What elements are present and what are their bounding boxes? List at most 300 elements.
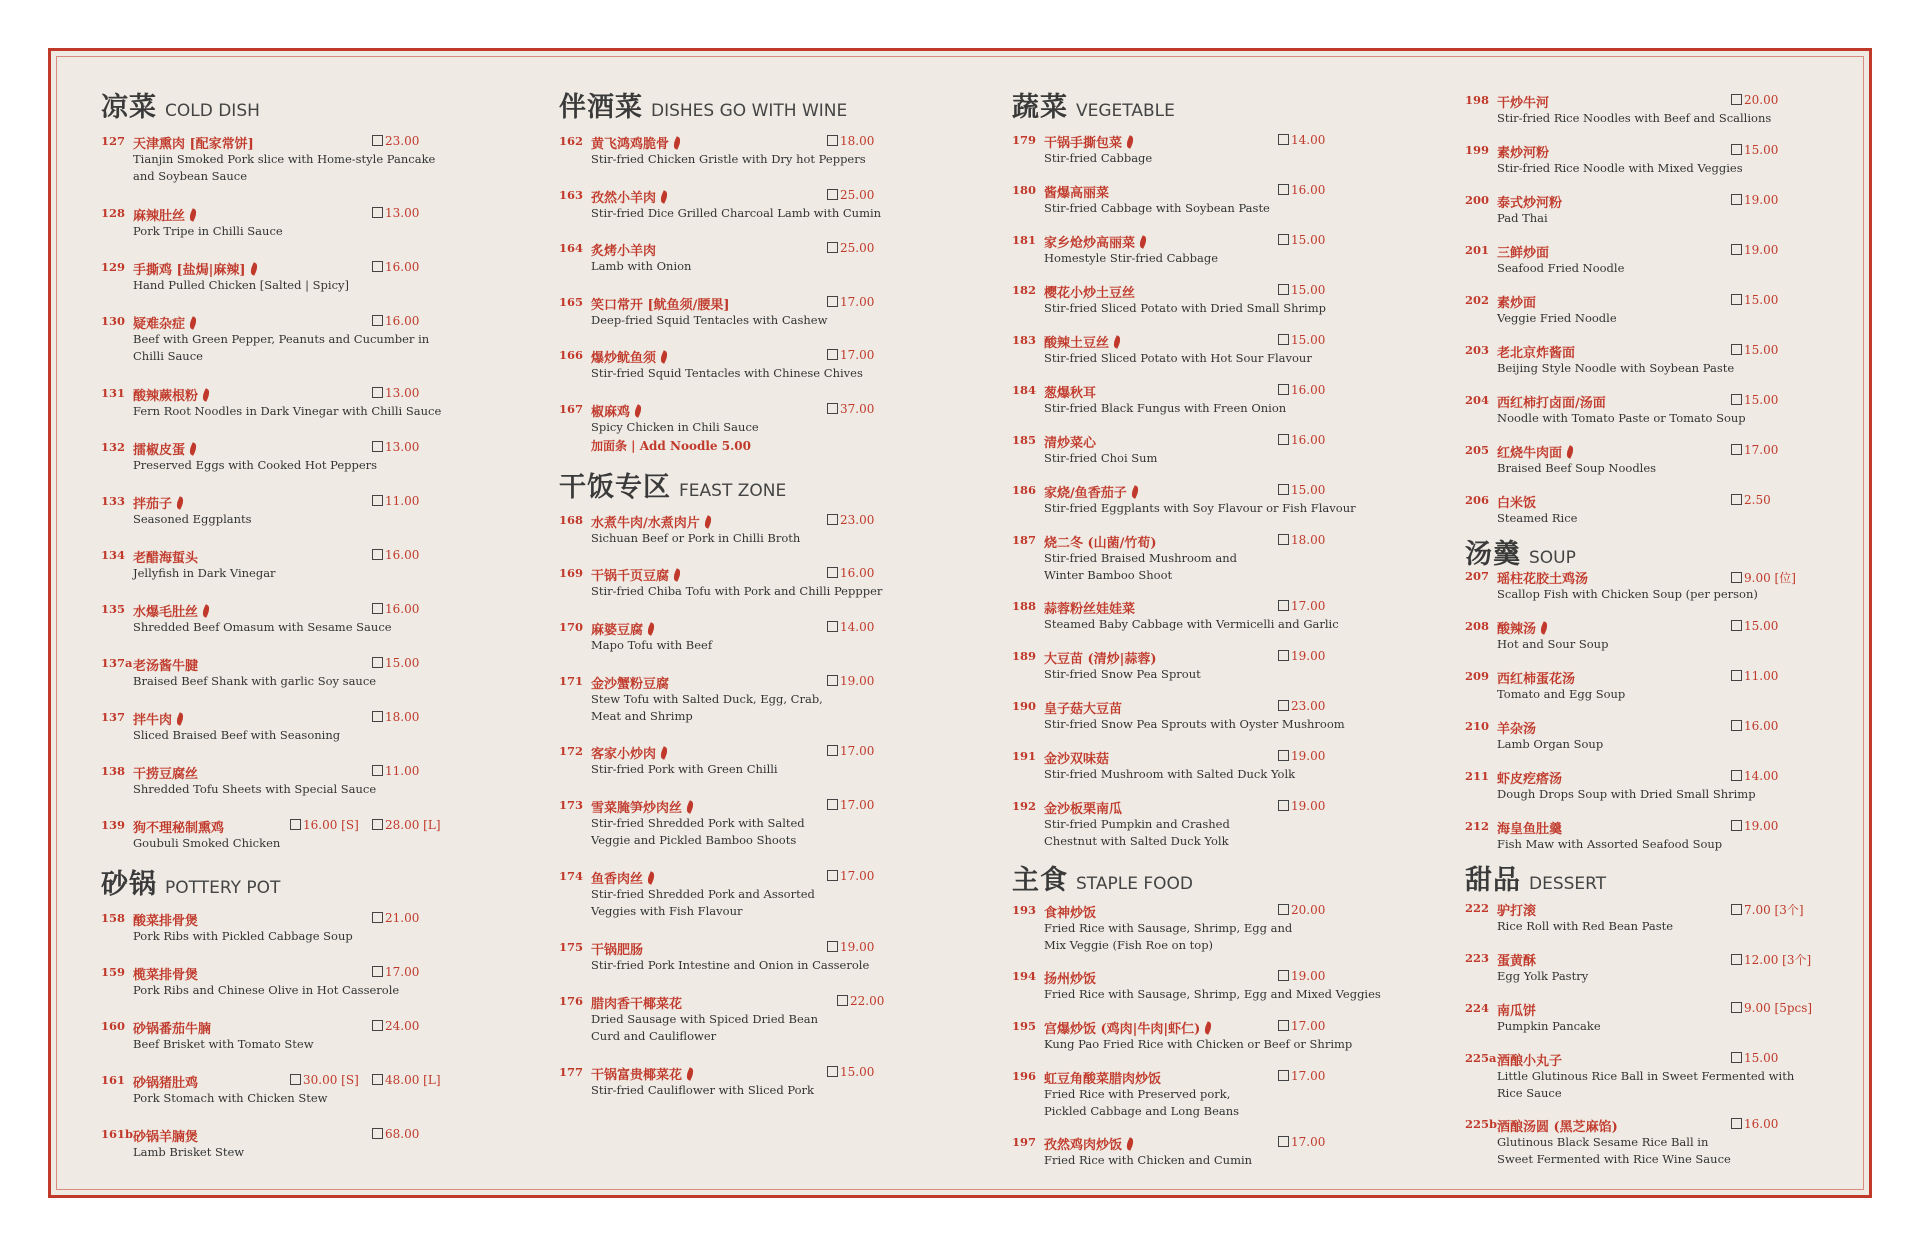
item-price[interactable]: 17.00	[372, 965, 419, 979]
item-price[interactable]: 16.00	[372, 548, 419, 562]
item-price[interactable]: 15.00	[372, 656, 419, 670]
item-chinese-name: 扬州炒饭	[1044, 972, 1097, 987]
item-price[interactable]: 68.00	[372, 1127, 419, 1141]
item-chinese-name: 金沙双味菇	[1044, 752, 1110, 767]
item-price[interactable]: 16.00	[372, 602, 419, 616]
item-english-name: Fried Rice with Sausage, Shrimp, Egg and Mix Veggie (Fish Roe on top)	[1044, 921, 1293, 952]
section-zh-title: 砂锅	[101, 869, 157, 900]
checkbox-icon[interactable]	[1731, 394, 1742, 405]
item-price[interactable]: 16.00	[1731, 1117, 1778, 1131]
item-price[interactable]: 19.00	[1278, 969, 1325, 983]
item-price[interactable]: 25.00	[827, 188, 874, 202]
item-number: 198	[1465, 93, 1490, 107]
item-english-name: Jellyfish in Dark Vinegar	[133, 566, 276, 580]
checkbox-icon[interactable]	[372, 1074, 383, 1085]
item-price[interactable]: 15.00	[827, 1065, 874, 1079]
item-english-name: Steamed Baby Cabbage with Vermicelli and Garlic	[1044, 617, 1339, 631]
item-english-name: Pad Thai	[1497, 211, 1548, 225]
item-chinese-name: 鱼香肉丝	[591, 868, 654, 887]
item-chinese-name: 孜然鸡肉炒饭	[1044, 1134, 1133, 1153]
item-number: 172	[559, 744, 584, 758]
checkbox-icon[interactable]	[827, 242, 838, 253]
item-price[interactable]: 17.00	[1278, 1019, 1325, 1033]
item-english-name: Lamb with Onion	[591, 259, 692, 273]
checkbox-icon[interactable]	[827, 189, 838, 200]
checkbox-icon[interactable]	[372, 966, 383, 977]
item-number: 135	[101, 602, 126, 616]
item-number: 163	[559, 188, 584, 202]
item-number: 200	[1465, 193, 1490, 207]
item-price[interactable]: 19.00	[827, 940, 874, 954]
checkbox-icon[interactable]	[1731, 1002, 1742, 1013]
item-english-name: Noodle with Tomato Paste or Tomato Soup	[1497, 411, 1746, 425]
item-price[interactable]: 2.50	[1731, 493, 1771, 507]
checkbox-icon[interactable]	[372, 495, 383, 506]
item-english-name: Stir-fried Sliced Potato with Dried Small Shrimp	[1044, 301, 1326, 315]
checkbox-icon[interactable]	[1278, 1070, 1289, 1081]
checkbox-icon[interactable]	[827, 745, 838, 756]
item-number: 128	[101, 206, 126, 220]
item-number: 130	[101, 314, 126, 328]
item-english-name: Stir-fried Snow Pea Sprouts with Oyster Mushroom	[1044, 717, 1345, 731]
checkbox-icon[interactable]	[1278, 134, 1289, 145]
item-english-name: Stir-fried Snow Pea Sprout	[1044, 667, 1201, 681]
item-chinese-name: 三鲜炒面	[1497, 246, 1550, 261]
item-price[interactable]: 11.00	[1731, 669, 1778, 683]
item-chinese-name: 皇子菇大豆苗	[1044, 702, 1123, 717]
item-price[interactable]: 16.00	[372, 314, 419, 328]
item-chinese-name: 水煮牛肉/水煮肉片	[591, 512, 711, 531]
item-price[interactable]: 15.00	[1731, 393, 1778, 407]
item-chinese-name: 椒麻鸡	[591, 401, 641, 420]
item-english-name: Stir-fried Chiba Tofu with Pork and Chilli Peppper	[591, 584, 883, 598]
item-chinese-name: 酒酿小丸子	[1497, 1054, 1563, 1069]
item-price[interactable]: 17.00	[827, 348, 874, 362]
section-soup	[1465, 532, 1576, 571]
item-price[interactable]: 18.00	[827, 134, 874, 148]
item-english-name: Tomato and Egg Soup	[1497, 687, 1626, 701]
section-zh-title: 凉菜	[101, 92, 157, 123]
item-price[interactable]: 20.00	[1731, 93, 1778, 107]
checkbox-icon[interactable]	[827, 296, 838, 307]
chili-icon	[1125, 135, 1136, 148]
item-number: 204	[1465, 393, 1490, 407]
chili-icon	[1112, 335, 1123, 348]
item-chinese-name: 腊肉香干椰菜花	[591, 997, 683, 1012]
checkbox-icon[interactable]	[1278, 334, 1289, 345]
chili-icon	[685, 1067, 696, 1080]
item-chinese-name: 酸菜排骨煲	[133, 914, 199, 929]
item-price[interactable]: 19.00	[1278, 649, 1325, 663]
checkbox-icon[interactable]	[1278, 904, 1289, 915]
item-number: 183	[1012, 333, 1037, 347]
checkbox-icon[interactable]	[1278, 384, 1289, 395]
section-dishes-go-with-wine	[559, 85, 847, 124]
checkbox-icon[interactable]	[1731, 244, 1742, 255]
item-price[interactable]: 15.00	[1278, 233, 1325, 247]
checkbox-icon[interactable]	[827, 621, 838, 632]
checkbox-icon[interactable]	[1731, 1052, 1742, 1063]
checkbox-icon[interactable]	[1731, 194, 1742, 205]
item-english-name: Rice Roll with Red Bean Paste	[1497, 919, 1674, 933]
checkbox-icon[interactable]	[1278, 1020, 1289, 1031]
item-price[interactable]: 14.00	[1278, 133, 1325, 147]
checkbox-icon[interactable]	[1278, 600, 1289, 611]
item-number: 193	[1012, 903, 1037, 917]
item-price[interactable]: 15.00	[1278, 283, 1325, 297]
checkbox-icon[interactable]	[827, 403, 838, 414]
checkbox-icon[interactable]	[372, 603, 383, 614]
chili-icon	[659, 746, 670, 759]
item-number: 195	[1012, 1019, 1037, 1033]
item-price[interactable]: 13.00	[372, 386, 419, 400]
checkbox-icon[interactable]	[1731, 444, 1742, 455]
menu-frame	[48, 48, 1872, 1198]
checkbox-icon[interactable]	[827, 567, 838, 578]
item-price[interactable]: 13.00	[372, 440, 419, 454]
checkbox-icon[interactable]	[1731, 1118, 1742, 1129]
item-price[interactable]: 17.00	[1278, 1135, 1325, 1149]
item-price[interactable]: 22.00	[837, 994, 884, 1008]
item-price[interactable]: 15.00	[1731, 143, 1778, 157]
checkbox-icon[interactable]	[827, 514, 838, 525]
section-en-title: DISHES GO WITH WINE	[651, 101, 848, 121]
item-price[interactable]: 18.00	[1278, 533, 1325, 547]
item-english-name: Little Glutinous Rice Ball in Sweet Fermented with Rice Sauce	[1497, 1069, 1795, 1100]
item-number: 161	[101, 1073, 126, 1087]
item-english-name: Stir-fried Pork Intestine and Onion in Casserole	[591, 958, 870, 972]
checkbox-icon[interactable]	[372, 819, 383, 830]
checkbox-icon[interactable]	[1731, 572, 1742, 583]
chili-icon	[659, 190, 670, 203]
item-english-name: Goubuli Smoked Chicken	[133, 836, 281, 850]
item-english-name: Veggie Fried Noodle	[1497, 311, 1617, 325]
item-english-name: Sliced Braised Beef with Seasoning	[133, 728, 341, 742]
item-chinese-name: 天津熏肉 [配家常饼]	[133, 137, 254, 152]
item-chinese-name: 干锅手撕包菜	[1044, 132, 1133, 151]
item-chinese-name: 水爆毛肚丝	[133, 601, 209, 620]
item-price[interactable]: 7.00 [3个]	[1731, 901, 1804, 918]
checkbox-icon[interactable]	[372, 1128, 383, 1139]
item-price[interactable]: 15.00	[1731, 1051, 1778, 1065]
checkbox-icon[interactable]	[1731, 720, 1742, 731]
checkbox-icon[interactable]	[372, 657, 383, 668]
checkbox-icon[interactable]	[827, 870, 838, 881]
item-number: 162	[559, 134, 584, 148]
item-number: 182	[1012, 283, 1037, 297]
chili-icon	[659, 350, 670, 363]
item-chinese-name: 手撕鸡 [盐焗|麻辣]	[133, 259, 257, 278]
chili-icon	[175, 712, 186, 725]
item-price[interactable]: 16.00	[1278, 383, 1325, 397]
item-english-name: Braised Beef Soup Noodles	[1497, 461, 1657, 475]
item-chinese-name: 樱花小炒土豆丝	[1044, 286, 1136, 301]
checkbox-icon[interactable]	[372, 207, 383, 218]
checkbox-icon[interactable]	[372, 1020, 383, 1031]
item-english-name: Stir-fried Sliced Potato with Hot Sour Flavour	[1044, 351, 1312, 365]
item-english-name: Pork Ribs with Pickled Cabbage Soup	[133, 929, 353, 943]
item-chinese-name: 南瓜饼	[1497, 1004, 1537, 1019]
item-number: 160	[101, 1019, 126, 1033]
item-number: 224	[1465, 1001, 1490, 1015]
item-chinese-name: 蛋黄酥	[1497, 954, 1537, 969]
item-price[interactable]: 12.00 [3个]	[1731, 951, 1811, 968]
item-number: 186	[1012, 483, 1037, 497]
item-chinese-name: 黄飞鸿鸡脆骨	[591, 133, 680, 152]
chili-icon	[702, 515, 713, 528]
item-english-name: Stir-fried Shredded Pork and Assorted Veggies with Fish Flavour	[591, 887, 815, 918]
section-feast-zone	[559, 465, 786, 504]
item-price[interactable]: 13.00	[372, 206, 419, 220]
item-number: 197	[1012, 1135, 1037, 1149]
checkbox-icon[interactable]	[837, 995, 848, 1006]
item-number: 170	[559, 620, 584, 634]
item-number: 190	[1012, 699, 1037, 713]
item-number: 137	[101, 710, 126, 724]
item-english-name: Stir-fried Choi Sum	[1044, 451, 1158, 465]
item-number: 201	[1465, 243, 1490, 257]
checkbox-icon[interactable]	[1278, 434, 1289, 445]
checkbox-icon[interactable]	[1278, 534, 1289, 545]
checkbox-icon[interactable]	[1278, 800, 1289, 811]
item-chinese-name: 素炒河粉	[1497, 146, 1550, 161]
item-price[interactable]: 18.00	[372, 710, 419, 724]
checkbox-icon[interactable]	[1731, 144, 1742, 155]
checkbox-icon[interactable]	[827, 1066, 838, 1077]
chili-icon	[1203, 1021, 1214, 1034]
checkbox-icon[interactable]	[372, 765, 383, 776]
checkbox-icon[interactable]	[1731, 904, 1742, 915]
item-chinese-name: 疑难杂症	[133, 313, 196, 332]
item-number: 131	[101, 386, 126, 400]
item-price[interactable]: 19.00	[1278, 749, 1325, 763]
item-price[interactable]: 16.00	[1731, 719, 1778, 733]
item-chinese-name: 麻婆豆腐	[591, 619, 654, 638]
item-number: 177	[559, 1065, 584, 1079]
item-english-name: Mapo Tofu with Beef	[591, 638, 713, 652]
item-chinese-name: 擂椒皮蛋	[133, 439, 196, 458]
checkbox-icon[interactable]	[372, 135, 383, 146]
checkbox-icon[interactable]	[1731, 294, 1742, 305]
item-price[interactable]: 9.00 [位]	[1731, 569, 1796, 586]
item-chinese-name: 素炒面	[1497, 296, 1537, 311]
section-zh-title: 伴酒菜	[559, 92, 643, 123]
item-price[interactable]: 17.00	[827, 744, 874, 758]
item-price[interactable]: 19.00	[1731, 243, 1778, 257]
item-chinese-name: 葱爆秋耳	[1044, 386, 1097, 401]
chili-icon	[248, 262, 259, 275]
item-price[interactable]: 16.00	[827, 566, 874, 580]
checkbox-icon[interactable]	[827, 135, 838, 146]
item-english-name: Fried Rice with Sausage, Shrimp, Egg and Mixed Veggies	[1044, 987, 1381, 1001]
checkbox-icon[interactable]	[372, 261, 383, 272]
item-english-name: Braised Beef Shank with garlic Soy sauce	[133, 674, 377, 688]
item-number: 176	[559, 994, 584, 1008]
item-number: 137a	[101, 656, 133, 670]
checkbox-icon[interactable]	[1731, 954, 1742, 965]
item-price[interactable]: 15.00	[1731, 293, 1778, 307]
item-chinese-name: 干锅富贵椰菜花	[591, 1064, 693, 1083]
checkbox-icon[interactable]	[372, 549, 383, 560]
item-chinese-name: 酸辣土豆丝	[1044, 332, 1120, 351]
item-english-name: Stir-fried Dice Grilled Charcoal Lamb with Cumin	[591, 206, 882, 220]
checkbox-icon[interactable]	[1731, 820, 1742, 831]
item-price[interactable]: 15.00	[1731, 343, 1778, 357]
item-number: 191	[1012, 749, 1037, 763]
item-chinese-name: 爆炒鱿鱼须	[591, 347, 667, 366]
checkbox-icon[interactable]	[1278, 650, 1289, 661]
item-english-name: Tianjin Smoked Pork slice with Home-style Pancake and Soybean Sauce	[133, 152, 436, 183]
item-chinese-name: 羊杂汤	[1497, 722, 1537, 737]
item-english-name: Fish Maw with Assorted Seafood Soup	[1497, 837, 1723, 851]
item-english-name: Shredded Beef Omasum with Sesame Sauce	[133, 620, 392, 634]
item-price[interactable]: 11.00	[372, 764, 419, 778]
item-price[interactable]: 37.00	[827, 402, 874, 416]
item-chinese-name: 酒酿汤圆 (黑芝麻馅)	[1497, 1120, 1618, 1135]
checkbox-icon[interactable]	[1731, 344, 1742, 355]
item-number: 139	[101, 818, 126, 832]
chili-icon	[188, 316, 199, 329]
item-number: 180	[1012, 183, 1037, 197]
item-price[interactable]: 9.00 [5pcs]	[1731, 1001, 1812, 1015]
item-number: 212	[1465, 819, 1490, 833]
item-price[interactable]: 23.00	[827, 513, 874, 527]
checkbox-icon[interactable]	[1278, 970, 1289, 981]
item-price[interactable]: 19.00	[1278, 799, 1325, 813]
item-price[interactable]: 17.00	[827, 869, 874, 883]
item-number: 222	[1465, 901, 1490, 915]
item-price[interactable]: 20.00	[1278, 903, 1325, 917]
item-price-small[interactable]: 30.00 [S]	[290, 1073, 359, 1087]
item-price-small[interactable]: 16.00 [S]	[290, 818, 359, 832]
item-english-name: Fern Root Noodles in Dark Vinegar with Chilli Sauce	[133, 404, 442, 418]
item-chinese-name: 孜然小羊肉	[591, 187, 667, 206]
section-en-title: STAPLE FOOD	[1076, 874, 1193, 894]
checkbox-icon[interactable]	[372, 912, 383, 923]
checkbox-icon[interactable]	[372, 315, 383, 326]
checkbox-icon[interactable]	[1278, 184, 1289, 195]
chili-icon	[201, 388, 212, 401]
checkbox-icon[interactable]	[1278, 484, 1289, 495]
item-english-name: Pumpkin Pancake	[1497, 1019, 1601, 1033]
checkbox-icon[interactable]	[1731, 494, 1742, 505]
item-price[interactable]: 21.00	[372, 911, 419, 925]
item-chinese-name: 金沙板栗南瓜	[1044, 802, 1123, 817]
item-number: 166	[559, 348, 584, 362]
checkbox-icon[interactable]	[1731, 770, 1742, 781]
checkbox-icon[interactable]	[827, 675, 838, 686]
item-chinese-name: 白米饭	[1497, 496, 1537, 511]
item-chinese-name: 西红柿打卤面/汤面	[1497, 396, 1606, 411]
checkbox-icon[interactable]	[372, 711, 383, 722]
chili-icon	[646, 871, 657, 884]
item-price-large[interactable]: 48.00 [L]	[372, 1073, 441, 1087]
item-chinese-name: 清炒菜心	[1044, 436, 1097, 451]
item-price[interactable]: 17.00	[1278, 1069, 1325, 1083]
section-en-title: VEGETABLE	[1076, 101, 1175, 121]
checkbox-icon[interactable]	[1278, 750, 1289, 761]
item-price[interactable]: 16.00	[1278, 183, 1325, 197]
item-number: 223	[1465, 951, 1490, 965]
item-price[interactable]: 15.00	[1278, 483, 1325, 497]
item-price[interactable]: 23.00	[1278, 699, 1325, 713]
item-price[interactable]: 17.00	[1731, 443, 1778, 457]
chili-icon	[201, 604, 212, 617]
checkbox-icon[interactable]	[1278, 700, 1289, 711]
item-price[interactable]: 14.00	[1731, 769, 1778, 783]
item-price[interactable]: 19.00	[1731, 193, 1778, 207]
checkbox-icon[interactable]	[1731, 620, 1742, 631]
item-chinese-name: 拌茄子	[133, 493, 183, 512]
checkbox-icon[interactable]	[1278, 234, 1289, 245]
item-number: 167	[559, 402, 584, 416]
item-price[interactable]: 25.00	[827, 241, 874, 255]
item-english-name: Dried Sausage with Spiced Dried Bean Curd and Cauliflower	[591, 1012, 819, 1043]
item-chinese-name: 拌牛肉	[133, 709, 183, 728]
item-price[interactable]: 19.00	[827, 674, 874, 688]
item-number: 202	[1465, 293, 1490, 307]
item-english-name: Stir-fried Cabbage with Soybean Paste	[1044, 201, 1270, 215]
item-number: 138	[101, 764, 126, 778]
checkbox-icon[interactable]	[1731, 94, 1742, 105]
item-number: 225b	[1465, 1117, 1498, 1131]
checkbox-icon[interactable]	[827, 941, 838, 952]
item-chinese-name: 金沙蟹粉豆腐	[591, 677, 670, 692]
item-price[interactable]: 14.00	[827, 620, 874, 634]
item-english-name: Stir-fried Black Fungus with Freen Onion	[1044, 401, 1287, 415]
item-english-name: Beef Brisket with Tomato Stew	[133, 1037, 314, 1051]
checkbox-icon[interactable]	[1731, 670, 1742, 681]
item-chinese-name: 西红柿蛋花汤	[1497, 672, 1576, 687]
section-en-title: SOUP	[1529, 548, 1576, 568]
item-english-name: Stir-fried Rice Noodle with Mixed Veggies	[1497, 161, 1743, 175]
checkbox-icon[interactable]	[1278, 284, 1289, 295]
checkbox-icon[interactable]	[372, 387, 383, 398]
item-chinese-name: 干炒牛河	[1497, 96, 1550, 111]
item-price[interactable]: 16.00	[1278, 433, 1325, 447]
item-english-name: Scallop Fish with Chicken Soup (per person)	[1497, 587, 1758, 601]
item-chinese-name: 砂锅番茄牛腩	[133, 1022, 212, 1037]
checkbox-icon[interactable]	[372, 441, 383, 452]
item-chinese-name: 宫爆炒饭 (鸡肉|牛肉|虾仁)	[1044, 1018, 1211, 1037]
section-zh-title: 甜品	[1465, 865, 1521, 896]
chili-icon	[1565, 445, 1576, 458]
item-price[interactable]: 16.00	[372, 260, 419, 274]
item-number: 181	[1012, 233, 1037, 247]
item-english-name: Stir-fried Rice Noodles with Beef and Scallions	[1497, 111, 1772, 125]
checkbox-icon[interactable]	[827, 799, 838, 810]
checkbox-icon[interactable]	[290, 819, 301, 830]
checkbox-icon[interactable]	[290, 1074, 301, 1085]
chili-icon	[1539, 621, 1550, 634]
item-price[interactable]: 17.00	[1278, 599, 1325, 613]
item-price[interactable]: 17.00	[827, 798, 874, 812]
checkbox-icon[interactable]	[1278, 1136, 1289, 1147]
item-english-name: Glutinous Black Sesame Rice Ball in Sweet Fermented with Rice Wine Sauce	[1497, 1135, 1731, 1166]
item-english-name: Stir-fried Shredded Pork with Salted Veggie and Pickled Bamboo Shoots	[591, 816, 805, 847]
chili-icon	[646, 622, 657, 635]
item-price[interactable]: 19.00	[1731, 819, 1778, 833]
item-price[interactable]: 15.00	[1731, 619, 1778, 633]
item-price[interactable]: 17.00	[827, 295, 874, 309]
item-price[interactable]: 24.00	[372, 1019, 419, 1033]
item-price[interactable]: 15.00	[1278, 333, 1325, 347]
item-price-large[interactable]: 28.00 [L]	[372, 818, 441, 832]
item-price[interactable]: 11.00	[372, 494, 419, 508]
item-chinese-name: 食神炒饭	[1044, 906, 1097, 921]
item-price[interactable]: 23.00	[372, 134, 419, 148]
checkbox-icon[interactable]	[827, 349, 838, 360]
